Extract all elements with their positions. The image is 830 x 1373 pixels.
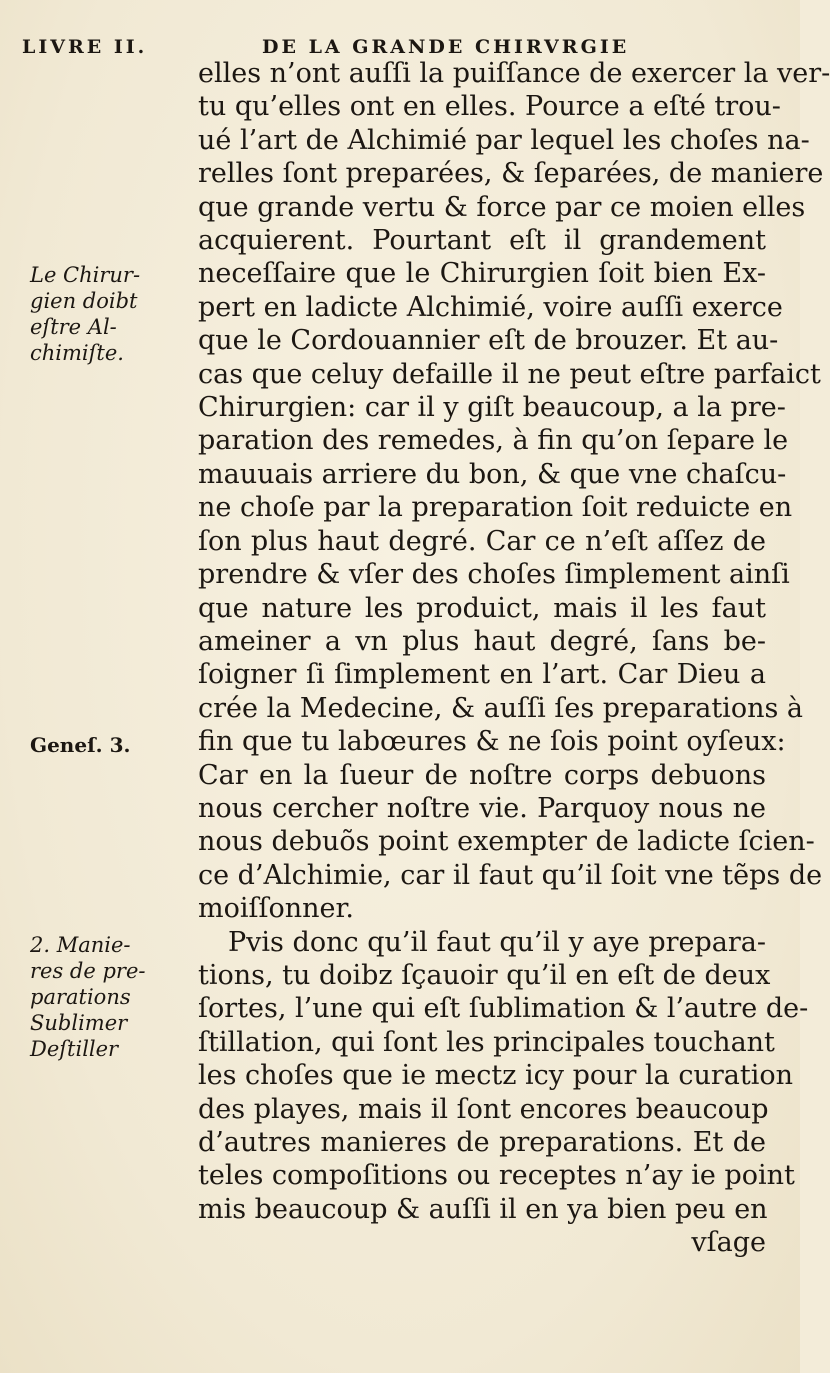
margin-note-alchemist	[30, 262, 170, 366]
text-line: neceſſaire que le Chirurgien ſoit bien Ex-	[198, 258, 766, 290]
margin-note-line: eſtre Al-	[30, 315, 117, 339]
margin-note-line: Sublimer	[30, 1011, 128, 1035]
catchword: vſage	[691, 1227, 766, 1259]
text-line: ſortes, l’une qui eſt ſublimation & l’autre de-	[198, 993, 809, 1025]
text-line: nous debuõs point exempter de ladicte ſcien-	[198, 826, 815, 858]
text-line: elles n’ont auſſi la puiſſance de exercer la ver-	[198, 58, 830, 89]
text-line: tu qu’elles ont en elles. Pource a eſté trou-	[198, 91, 781, 123]
text-line: ameiner a vn plus haut degré, ſans be-	[198, 625, 766, 657]
text-line: crée la Medecine, & auſſi ſes preparations à	[198, 692, 803, 724]
text-line: ſtillation, qui ſont les principales touchant	[198, 1026, 775, 1058]
running-head-title: DE LA GRANDE CHIRVRGIE	[262, 36, 630, 58]
text-line: mauuais arriere du bon, & que vne chaſcu-	[198, 458, 787, 490]
text-line: acquierent. Pourtant eſt il grandement	[198, 225, 766, 257]
text-line: tions, tu doibz ſçauoir qu’il en eſt de deux	[198, 959, 771, 991]
text-line-paragraph-start: Pvis donc qu’il faut qu’il y aye prepara-	[228, 926, 766, 958]
margin-note-line: Le Chirur-	[30, 263, 141, 287]
text-line: ſoigner ſi ſimplement en l’art. Car Dieu a	[198, 659, 766, 691]
text-line: moiſſonner.	[198, 893, 355, 925]
text-line: fin que tu labœures & ne ſois point oyſeux:	[198, 726, 786, 758]
text-line: des playes, mais il ſont encores beaucoup	[198, 1093, 769, 1125]
margin-note-line: parations	[30, 985, 131, 1009]
text-line: Chirurgien: car il y giſt beaucoup, a la pre-	[198, 392, 786, 424]
text-line: ne choſe par la preparation ſoit reduicte en	[198, 492, 793, 524]
text-line: que grande vertu & force par ce moien elles	[198, 191, 806, 223]
text-line: d’autres manieres de preparations. Et de	[198, 1127, 766, 1158]
text-line: cas que celuy defaille il ne peut eſtre parfaict	[198, 358, 821, 390]
text-line: ce d’Alchimie, car il faut qu’il ſoit vne tẽps de	[198, 859, 823, 891]
margin-note-genesis-reference	[30, 732, 170, 758]
text-line: mis beaucoup & auſſi il en ya bien peu en	[198, 1193, 768, 1225]
margin-note-preparations	[30, 932, 170, 1062]
margin-note-line: Geneſ. 3.	[30, 733, 131, 757]
margin-note-line: res de pre-	[30, 959, 146, 983]
text-line: Car en la ſueur de noſtre corps debuons	[198, 759, 766, 791]
text-line: ué l’art de Alchimié par lequel les choſes na-	[198, 124, 810, 156]
text-line: paration des remedes, à fin qu’on ſepare le	[198, 425, 789, 457]
margin-note-line: Deſtiller	[30, 1037, 119, 1061]
text-line: pert en ladicte Alchimié, voire auſſi exerce	[198, 291, 783, 323]
text-line: ſon plus haut degré. Car ce n’eſt aſſez de	[198, 525, 766, 557]
text-line: que nature les produict, mais il les faut	[198, 592, 766, 624]
body-text	[198, 57, 830, 1260]
text-line: relles ſont preparées, & ſeparées, de maniere	[198, 158, 824, 190]
margin-note-line: chimiſte.	[30, 341, 124, 365]
margin-note-line: 2. Manie-	[30, 933, 131, 957]
text-line: les choſes que ie mectz icy pour la curation	[198, 1060, 793, 1092]
text-line: teles compoſitions ou receptes n’ay ie point	[198, 1160, 795, 1192]
margin-note-line: gien doibt	[30, 289, 138, 313]
text-line: nous cercher noſtre vie. Parquoy nous ne	[198, 792, 766, 824]
text-line: que le Cordouannier eſt de brouzer. Et au-	[198, 325, 779, 357]
running-head-book-number: LIVRE II.	[22, 36, 148, 58]
text-line: prendre & vſer des choſes ſimplement ainſi	[198, 559, 790, 591]
